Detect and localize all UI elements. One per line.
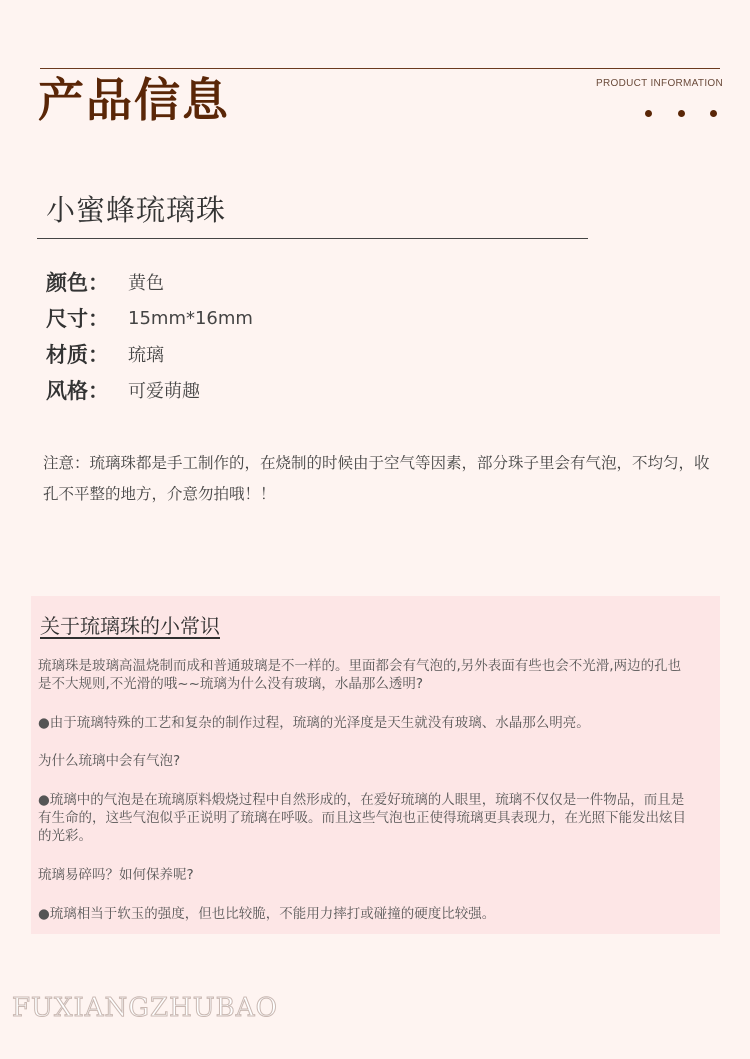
knowledge-paragraph: ●琉璃相当于软玉的强度，但也比较脆，不能用力摔打或碰撞的硬度比较强。 <box>38 906 496 922</box>
header-rule <box>40 68 720 69</box>
spec-label: 材质： <box>46 343 109 367</box>
knowledge-section <box>31 596 720 934</box>
spec-value: 琉璃 <box>128 345 164 366</box>
spec-row-color <box>46 264 253 300</box>
page-title-english: PRODUCT INFORMATION <box>596 78 723 89</box>
knowledge-paragraph: 琉璃珠是玻璃高温烧制而成和普通玻璃是不一样的。里面都会有气泡的,另外表面有些也会不光滑,两边的孔也是不大规则,不光滑的哦~~琉璃为什么没有玻璃，水晶那么透明? <box>38 658 682 692</box>
spec-list <box>46 264 253 408</box>
brand-watermark: FUXIANGZHUBAO <box>12 993 278 1023</box>
dot-icon <box>645 110 652 117</box>
spec-label: 颜色： <box>46 271 109 295</box>
spec-value: 可爱萌趣 <box>128 381 200 402</box>
spec-value: 15mm*16mm <box>128 307 253 329</box>
notice-text: 注意：琉璃珠都是手工制作的，在烧制的时候由于空气等因素，部分珠子里会有气泡，不均匀，收孔不平整的地方，介意勿拍哦！！ <box>43 454 710 503</box>
knowledge-question: 为什么琉璃中会有气泡? <box>38 753 181 769</box>
knowledge-question: 琉璃易碎吗？如何保养呢? <box>38 867 194 883</box>
spec-row-material <box>46 336 253 372</box>
knowledge-paragraph: ●由于琉璃特殊的工艺和复杂的制作过程，琉璃的光泽度是天生就没有玻璃、水晶那么明亮。 <box>38 715 590 731</box>
dot-icon <box>710 110 717 117</box>
page-title: 产品信息 <box>38 73 230 127</box>
spec-row-style <box>46 372 253 408</box>
spec-row-size <box>46 300 253 336</box>
knowledge-title: 关于琉璃珠的小常识 <box>40 614 220 638</box>
spec-value: 黄色 <box>128 273 164 294</box>
dot-icon <box>678 110 685 117</box>
spec-label: 风格： <box>46 379 109 403</box>
product-name: 小蜜蜂琉璃珠 <box>46 193 227 227</box>
spec-label: 尺寸： <box>46 307 109 331</box>
product-name-divider <box>37 238 588 239</box>
decorative-dots <box>645 110 717 117</box>
knowledge-paragraph: ●琉璃中的气泡是在琉璃原料煅烧过程中自然形成的，在爱好琉璃的人眼里，琉璃不仅仅是一件物品，而且是有生命的，这些气泡似乎正说明了琉璃在呼吸。而且这些气泡也正使得琉璃更具表现力，在光照下能发出炫目的光彩。 <box>38 792 686 844</box>
